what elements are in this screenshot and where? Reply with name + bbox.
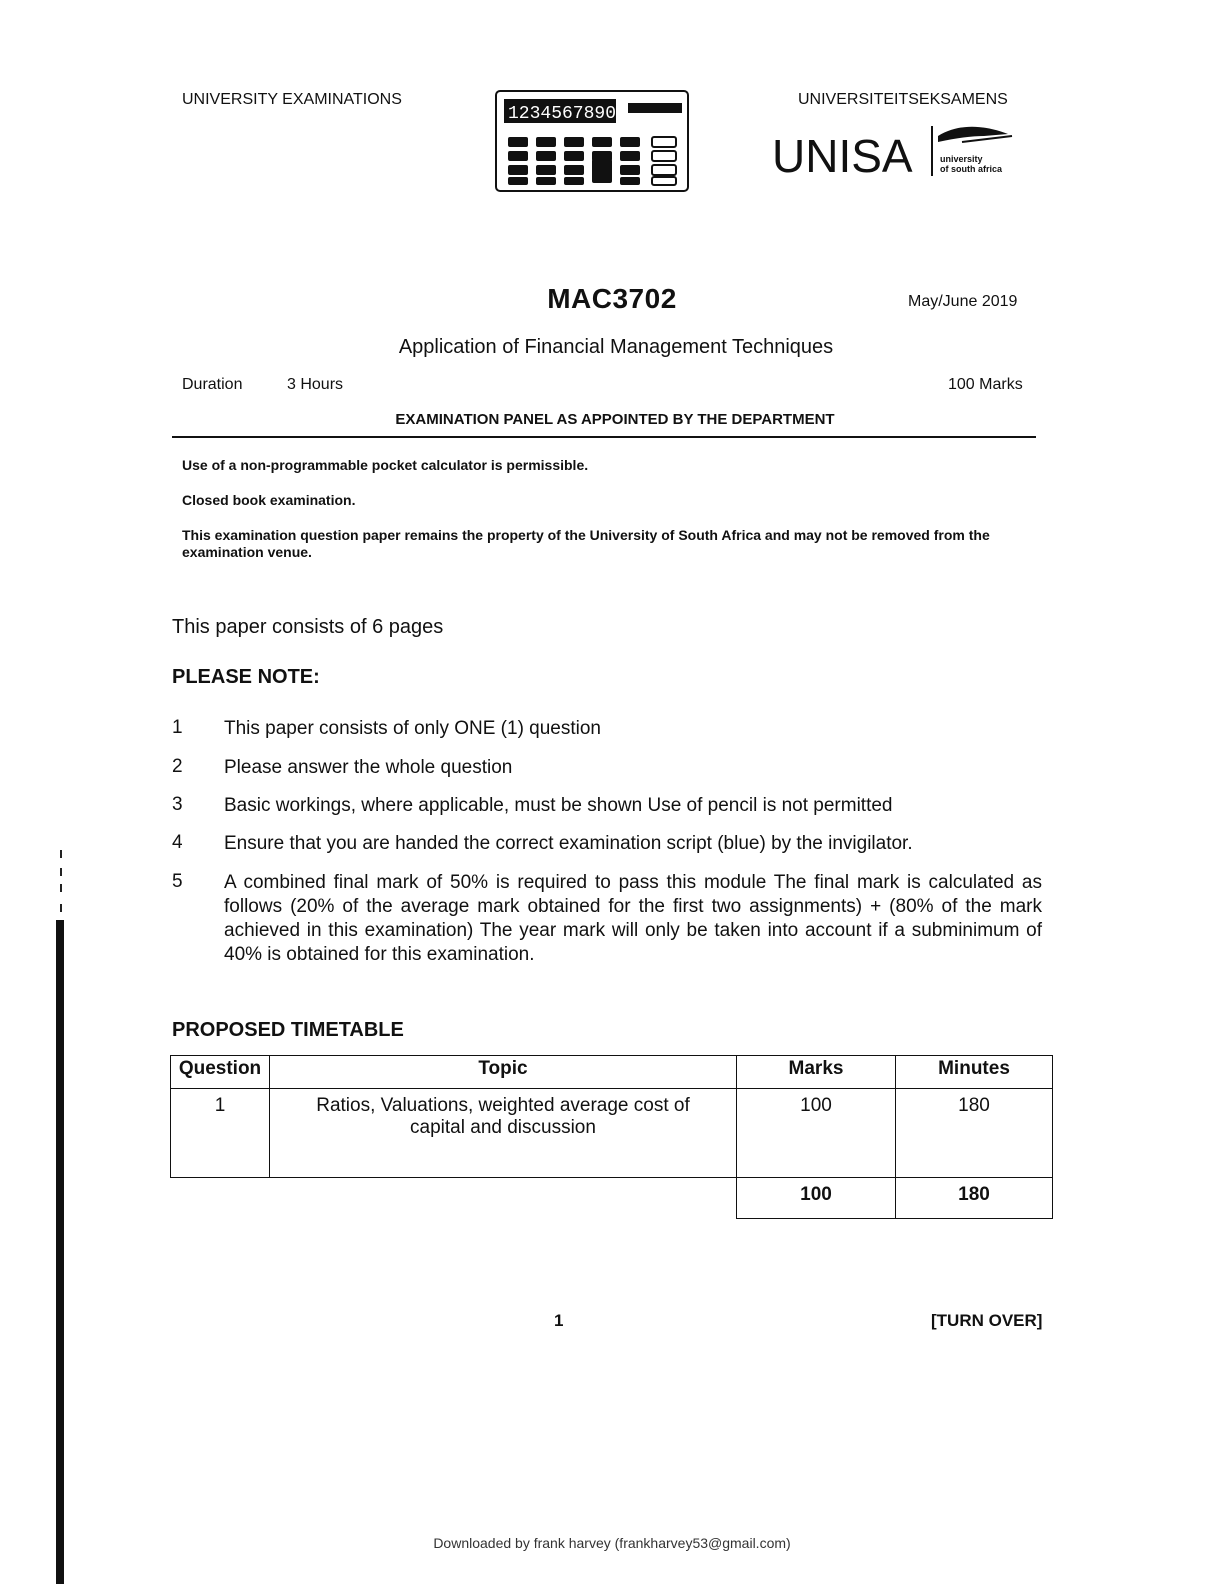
marks-cell: 100 bbox=[737, 1089, 896, 1178]
timetable-heading: PROPOSED TIMETABLE bbox=[172, 1019, 404, 1041]
note-item-number: 3 bbox=[172, 794, 183, 815]
total-minutes-cell: 180 bbox=[896, 1178, 1053, 1219]
blank-cell bbox=[270, 1178, 737, 1219]
instruction-closed-book: Closed book examination. bbox=[182, 492, 356, 508]
scan-mark bbox=[60, 904, 62, 912]
timetable bbox=[170, 1055, 1053, 1219]
header-right-title: UNIVERSITEITSEKSAMENS bbox=[798, 91, 1008, 108]
turn-over-label: [TURN OVER] bbox=[931, 1311, 1043, 1330]
note-item-text: Please answer the whole question bbox=[224, 757, 513, 778]
note-item-text: Ensure that you are handed the correct examination script (blue) by the invigilator. bbox=[224, 833, 913, 854]
column-header: Minutes bbox=[896, 1056, 1053, 1089]
note-item-text: Basic workings, where applicable, must be shown Use of pencil is not permitted bbox=[224, 795, 893, 816]
table-header-row bbox=[171, 1056, 1053, 1089]
please-note-heading: PLEASE NOTE: bbox=[172, 666, 320, 688]
unisa-logo bbox=[772, 122, 1017, 182]
examination-panel: EXAMINATION PANEL AS APPOINTED BY THE DEPARTMENT bbox=[395, 411, 835, 428]
minutes-cell: 180 bbox=[896, 1089, 1053, 1178]
question-cell: 1 bbox=[171, 1089, 270, 1178]
scan-mark bbox=[60, 850, 62, 858]
logo-subtext-line1: university bbox=[940, 154, 983, 164]
download-note: Downloaded by frank harvey (frankharvey53@gmail.com) bbox=[433, 1535, 791, 1551]
scan-mark bbox=[60, 884, 62, 892]
header-left-title: UNIVERSITY EXAMINATIONS bbox=[182, 91, 402, 108]
page-number: 1 bbox=[554, 1311, 564, 1330]
note-item-number: 5 bbox=[172, 871, 183, 892]
column-header: Marks bbox=[737, 1056, 896, 1089]
table-row bbox=[171, 1089, 1053, 1178]
column-header: Question bbox=[171, 1056, 270, 1089]
note-item-number: 2 bbox=[172, 756, 183, 777]
column-header: Topic bbox=[270, 1056, 737, 1089]
note-item-text: A combined final mark of 50% is required to pass this module The final mark is calculated as follows (20% of the average mark obtained for the first two assignments) + (80% of the mark achieved in this examination) The year mark will only be taken into account if a subminimum of 40% is obtained for this examination. bbox=[224, 872, 1042, 965]
header-divider bbox=[172, 436, 1036, 438]
total-marks: 100 Marks bbox=[948, 376, 1023, 393]
instruction-calculator: Use of a non-programmable pocket calculator is permissible. bbox=[182, 457, 589, 473]
logo-subtext-line2: of south africa bbox=[940, 164, 1003, 174]
duration-label: Duration bbox=[182, 376, 243, 393]
calculator-icon bbox=[494, 89, 690, 193]
scan-margin-bar bbox=[56, 920, 64, 1584]
note-item-text: This paper consists of only ONE (1) question bbox=[224, 718, 602, 739]
note-item-number: 1 bbox=[172, 717, 183, 738]
course-code: MAC3702 bbox=[547, 283, 677, 314]
table-total-row bbox=[171, 1178, 1053, 1219]
logo-wordmark: UNISA bbox=[772, 130, 913, 182]
note-item-number: 4 bbox=[172, 832, 183, 853]
page-count-note: This paper consists of 6 pages bbox=[172, 616, 444, 638]
exam-session: May/June 2019 bbox=[908, 293, 1018, 310]
blank-cell bbox=[171, 1178, 270, 1219]
topic-cell: Ratios, Valuations, weighted average cost of capital and discussion bbox=[270, 1089, 737, 1178]
calculator-display: 1234567890 bbox=[508, 104, 617, 124]
total-marks-cell: 100 bbox=[737, 1178, 896, 1219]
instruction-property: This examination question paper remains the property of the University of South Africa and may not be removed from the examination venue. bbox=[182, 527, 990, 560]
course-title: Application of Financial Management Techniques bbox=[398, 336, 834, 358]
duration-value: 3 Hours bbox=[287, 376, 344, 393]
scan-mark bbox=[60, 868, 62, 876]
